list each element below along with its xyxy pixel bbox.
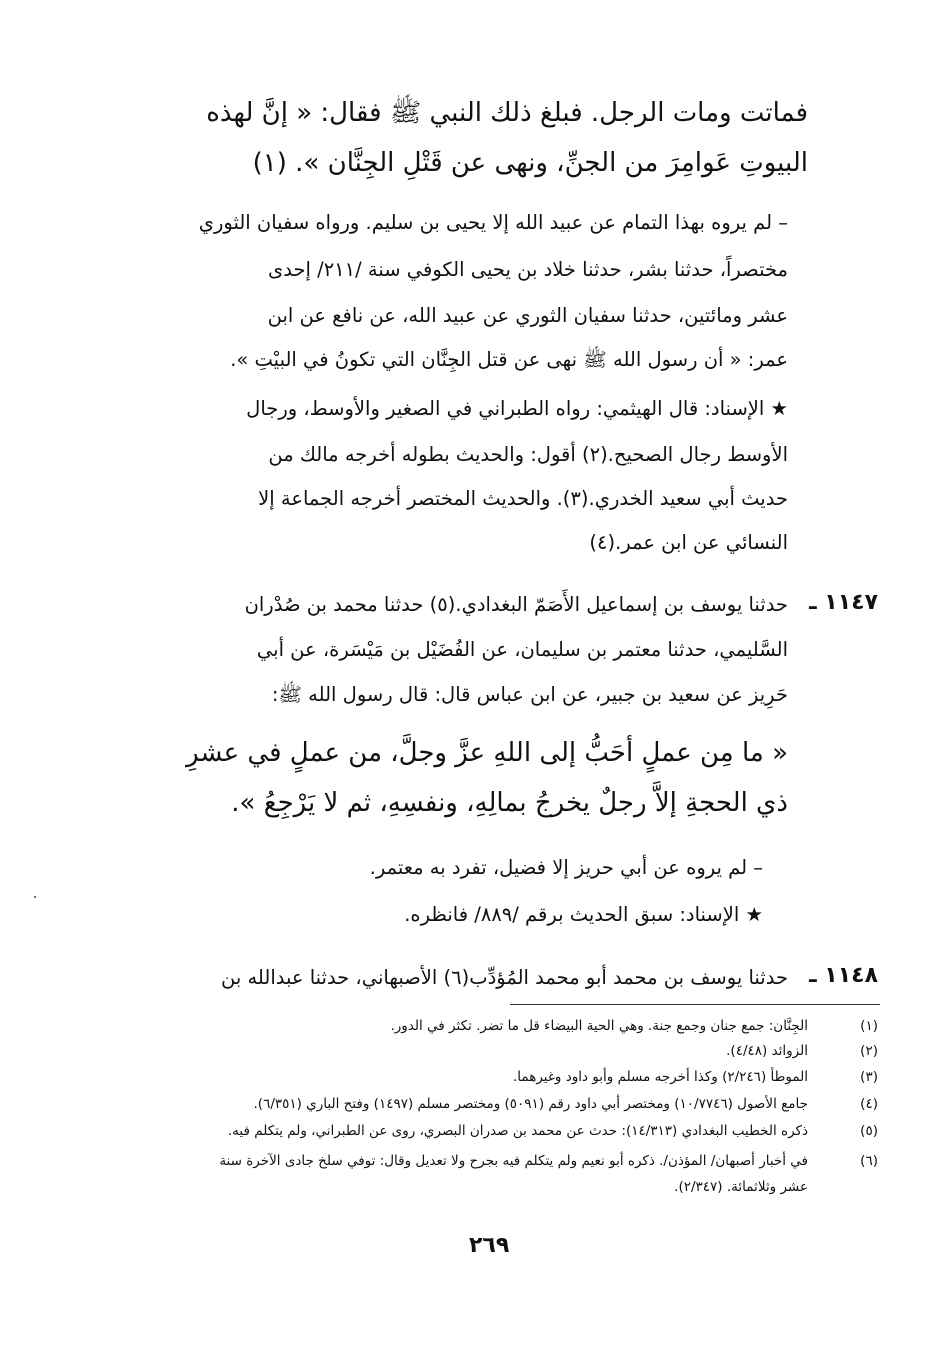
isnad-line: ★ الإسناد: قال الهيثمي: رواه الطبراني في الصغير والأوسط، ورجال xyxy=(246,397,788,420)
text-line: البيوتِ عَوامِرَ من الجنِّ، ونهى عن قَتْلِ الجِنَّان ». (١) xyxy=(252,148,808,178)
footnote-text: في أخبار أصبهان/ المؤذن/. ذكره أبو نعيم ولم يتكلم فيه بجرح ولا تعديل وقال: توفي سلخ جادى الآخرة سنة xyxy=(219,1153,808,1169)
hadith-line: حَرِيز عن سعيد بن جبير، عن ابن عباس قال: قال رسول الله ﷺ: xyxy=(271,683,788,706)
hadith-number: ١١٤٧ ـ xyxy=(809,590,878,615)
footnote-number: (٢) xyxy=(860,1043,878,1059)
text-line: فماتت ومات الرجل. فبلغ ذلك النبي ﷺ فقال: « إنَّ لهذه xyxy=(206,98,808,128)
footnote-text: جامع الأصول (١٠/٧٧٤٦) ومختصر أبي داود رقم (٥٠٩١) ومختصر مسلم (١٤٩٧) وفتح الباري (٦/٣٥١). xyxy=(253,1096,808,1112)
footnote-number: (٥) xyxy=(860,1123,878,1139)
footnote-number: (٣) xyxy=(860,1069,878,1085)
isnad-line: ★ الإسناد: سبق الحديث برقم /٨٨٩/ فانظره. xyxy=(404,903,763,926)
footnote-separator xyxy=(510,1004,880,1005)
footnote-number: (٦) xyxy=(860,1153,878,1169)
footnote-text: الزوائد (٤/٤٨). xyxy=(726,1043,808,1059)
isnad-line: النسائي عن ابن عمر.(٤) xyxy=(589,531,788,554)
page-number: ٢٦٩ xyxy=(469,1233,510,1258)
footnote-number: (٤) xyxy=(860,1096,878,1112)
footnote-text: الجِنَّان: جمع جنان وجمع جنة. وهي الحية البيضاء قل ما تضر. تكثر في الدور. xyxy=(390,1018,808,1034)
commentary-line: – لم يروه عن أبي حريز إلا فضيل، تفرد به معتمر. xyxy=(369,856,763,879)
footnote-text: الموطأ (٢/٢٤٦) وكذا أخرجه مسلم وأبو داود وغيرهما. xyxy=(512,1069,808,1085)
commentary-line: – لم يروه بهذا التمام عن عبيد الله إلا يحيى بن سليم. ورواه سفيان الثوري xyxy=(198,211,788,234)
matn-line: ذي الحجةِ إلاَّ رجلٌ يخرجُ بمالِهِ، ونفسِهِ، ثم لا يَرْجِعُ ». xyxy=(231,788,788,818)
hadith-number: ١١٤٨ ـ xyxy=(809,963,878,988)
footnote-text: ذكره الخطيب البغدادي (١٤/٣١٣): حدث عن محمد بن صدران البصري، روى عن الطبراني، ولم يتكلم فيه. xyxy=(227,1123,808,1139)
footnote-number: (١) xyxy=(860,1018,878,1034)
commentary-line: مختصراً، حدثنا بشر، حدثنا خلاد بن يحيى الكوفي سنة /٢١١/ إحدى xyxy=(267,258,788,281)
commentary-line: عشر ومائتين، حدثنا سفيان الثوري عن عبيد الله، عن نافع عن ابن xyxy=(267,304,788,327)
commentary-line: عمر: « أن رسول الله ﷺ نهى عن قتل الجِنَّان التي تكونُ في البيْتِ ». xyxy=(230,348,788,371)
hadith-line: حدثنا يوسف بن إسماعيل الأَصَمّ البغدادي.(٥) حدثنا محمد بن صُدْران xyxy=(244,593,788,616)
footnote-text: عشر وثلاثمائة. (٢/٣٤٧). xyxy=(674,1179,808,1195)
scan-speck xyxy=(34,896,36,898)
hadith-line: السَّليمي، حدثنا معتمر بن سليمان، عن الفُضَيْل بن مَيْسَرة، عن أبي xyxy=(256,638,788,661)
isnad-line: الأوسط رجال الصحيح.(٢) أقول: والحديث بطوله أخرجه مالك من xyxy=(268,443,788,466)
isnad-line: حديث أبي سعيد الخدري.(٣). والحديث المختصر أخرجه الجماعة إلا xyxy=(258,487,788,510)
hadith-line: حدثنا يوسف بن محمد أبو محمد المُؤدِّب(٦) الأصبهاني، حدثنا عبدالله بن xyxy=(221,966,788,989)
matn-line: « ما مِن عملٍ أحَبُّ إلى اللهِ عزَّ وجلَّ، من عملٍ في عشرِ xyxy=(186,738,788,768)
